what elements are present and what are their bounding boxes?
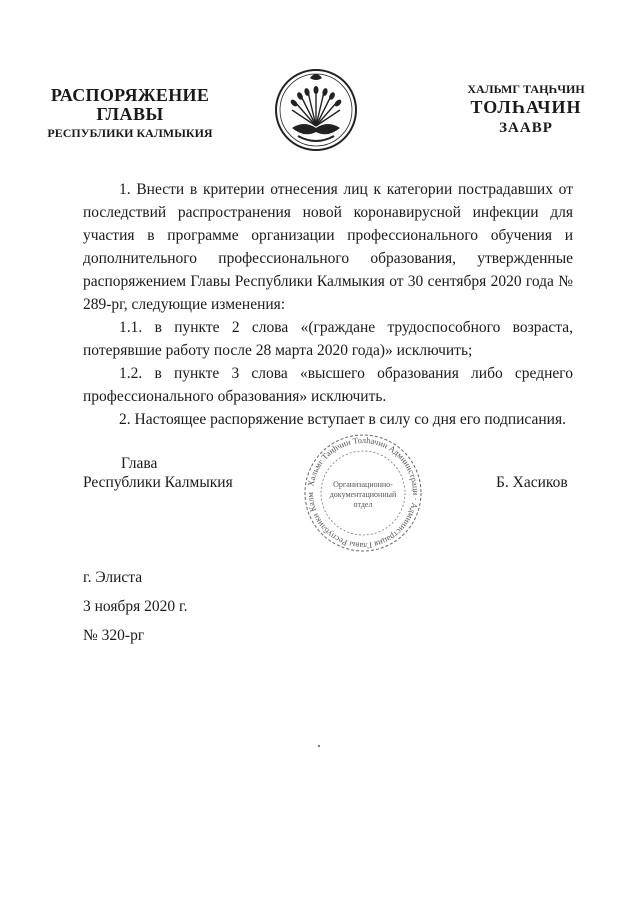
official-stamp bbox=[291, 433, 435, 553]
doc-type-title: РАСПОРЯЖЕНИЕ bbox=[50, 85, 210, 105]
paragraph-1-2: 1.2. в пункте 3 слова «высшего образования либо среднего профессионального образования» исключить. bbox=[83, 365, 573, 405]
stamp-center-line3: отдел bbox=[353, 500, 373, 509]
document-number: № 320-рг bbox=[83, 627, 145, 644]
paragraph-1: 1. Внести в критерии отнесения лиц к категории пострадавших от последствий распространения новой коронавирусной инфекции для участия в программе организации профессионального обучения и дополнительного профессионального образования, утвержденные распоряжением Главы Республики Калмыкия от 30 сентября 2020 года № 289-рг, следующие изменения: bbox=[83, 181, 573, 313]
signatory-title-line1: Глава bbox=[121, 455, 158, 472]
place-of-issue: г. Элиста bbox=[83, 569, 143, 586]
header-left-block bbox=[30, 86, 230, 141]
doc-region-title: РЕСПУБЛИКИ КАЛМЫКИЯ bbox=[47, 126, 213, 140]
signatory-name: Б. Хасиков bbox=[496, 474, 568, 491]
paragraph-2: 2. Настоящее распоряжение вступает в силу со дня его подписания. bbox=[119, 411, 566, 428]
order-body bbox=[83, 178, 573, 431]
kalmyk-title-line3: ЗААВР bbox=[499, 120, 553, 136]
paragraph-1-1: 1.1. в пункте 2 слова «(граждане трудоспособного возраста, потерявшие работу после 28 марта 2020 года)» исключить; bbox=[83, 319, 573, 359]
doc-issuer-title: ГЛАВЫ bbox=[96, 104, 164, 124]
issue-date: 3 ноября 2020 г. bbox=[83, 598, 188, 615]
scan-speck bbox=[318, 745, 320, 747]
header-right-block bbox=[446, 82, 606, 139]
stamp-center-line2: документационный bbox=[329, 490, 397, 499]
kalmyk-title-line1: ХАЛЬМГ ТАҢҺЧИН bbox=[467, 82, 585, 96]
coat-of-arms-icon bbox=[274, 68, 358, 152]
stamp-center-line1: Организационно- bbox=[333, 480, 393, 489]
signatory-title-line2: Республики Калмыкия bbox=[83, 474, 233, 491]
kalmyk-title-line2: ТОЛҺАЧИН bbox=[470, 97, 582, 117]
stamp-ring-text: Хальмг Таңһчин Толһачин Администраци · Администрация Главы Республики Калм bbox=[304, 434, 422, 552]
